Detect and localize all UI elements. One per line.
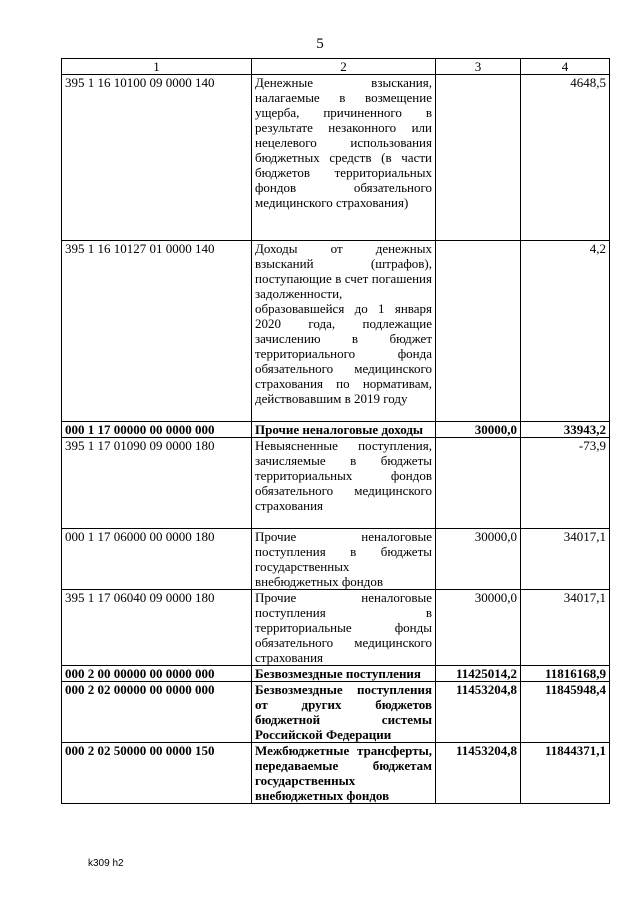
fact-value: 4,2 [521, 241, 610, 422]
table-row [62, 75, 610, 241]
fact-value: 11844371,1 [521, 743, 610, 804]
income-name: Прочие неналоговые доходы [252, 422, 436, 438]
plan-value [436, 438, 521, 529]
income-name: Невыясненные поступления, зачисляемые в бюджеты территориальных фондов обязательного медицинского страхования [252, 438, 436, 529]
income-name: Доходы от денежных взысканий (штрафов), поступающие в счет погашения задолженности, образовавшейся до 1 января 2020 года, подлежащие зачислению в бюджет территориального фонда обязательного медицинского страхования по нормативам, действовавшим в 2019 году [252, 241, 436, 422]
document-footer-code: k309 h2 [88, 858, 124, 869]
income-name: Межбюджетные трансферты, передаваемые бюджетам государственных внебюджетных фондов [252, 743, 436, 804]
budget-code: 395 1 17 06040 09 0000 180 [62, 590, 252, 666]
header-col-2: 2 [252, 59, 436, 75]
income-name: Прочие неналоговые поступления в бюджеты государственных внебюджетных фондов [252, 529, 436, 590]
plan-value [436, 75, 521, 241]
budget-code: 395 1 16 10100 09 0000 140 [62, 75, 252, 241]
fact-value: 34017,1 [521, 590, 610, 666]
table-row [62, 743, 610, 804]
budget-code: 000 2 02 50000 00 0000 150 [62, 743, 252, 804]
plan-value: 30000,0 [436, 529, 521, 590]
fact-value: 11816168,9 [521, 666, 610, 682]
plan-value: 11453204,8 [436, 682, 521, 743]
table-row [62, 590, 610, 666]
fact-value: -73,9 [521, 438, 610, 529]
income-name: Денежные взыскания, налагаемые в возмещение ущерба, причиненного в результате незаконного или нецелевого использования бюджетных средств (в части бюджетов территориальных фондов обязательного медицинского страхования) [252, 75, 436, 241]
table-row [62, 666, 610, 682]
fact-value: 34017,1 [521, 529, 610, 590]
budget-code: 000 2 00 00000 00 0000 000 [62, 666, 252, 682]
header-col-4: 4 [521, 59, 610, 75]
income-name: Прочие неналоговые поступления в территориальные фонды обязательного медицинского страхования [252, 590, 436, 666]
table-row [62, 241, 610, 422]
plan-value: 11453204,8 [436, 743, 521, 804]
budget-code: 000 1 17 00000 00 0000 000 [62, 422, 252, 438]
plan-value [436, 241, 521, 422]
table-row [62, 682, 610, 743]
header-col-1: 1 [62, 59, 252, 75]
budget-code: 395 1 17 01090 09 0000 180 [62, 438, 252, 529]
plan-value: 11425014,2 [436, 666, 521, 682]
fact-value: 33943,2 [521, 422, 610, 438]
table-row [62, 529, 610, 590]
table-row [62, 422, 610, 438]
income-name: Безвозмездные поступления от других бюджетов бюджетной системы Российской Федерации [252, 682, 436, 743]
header-col-3: 3 [436, 59, 521, 75]
plan-value: 30000,0 [436, 590, 521, 666]
budget-code: 395 1 16 10127 01 0000 140 [62, 241, 252, 422]
page-number: 5 [316, 36, 324, 52]
fact-value: 4648,5 [521, 75, 610, 241]
table-row [62, 438, 610, 529]
fact-value: 11845948,4 [521, 682, 610, 743]
plan-value: 30000,0 [436, 422, 521, 438]
income-name: Безвозмездные поступления [252, 666, 436, 682]
table-header-row [62, 59, 610, 75]
budget-code: 000 1 17 06000 00 0000 180 [62, 529, 252, 590]
budget-table [61, 58, 610, 804]
budget-code: 000 2 02 00000 00 0000 000 [62, 682, 252, 743]
